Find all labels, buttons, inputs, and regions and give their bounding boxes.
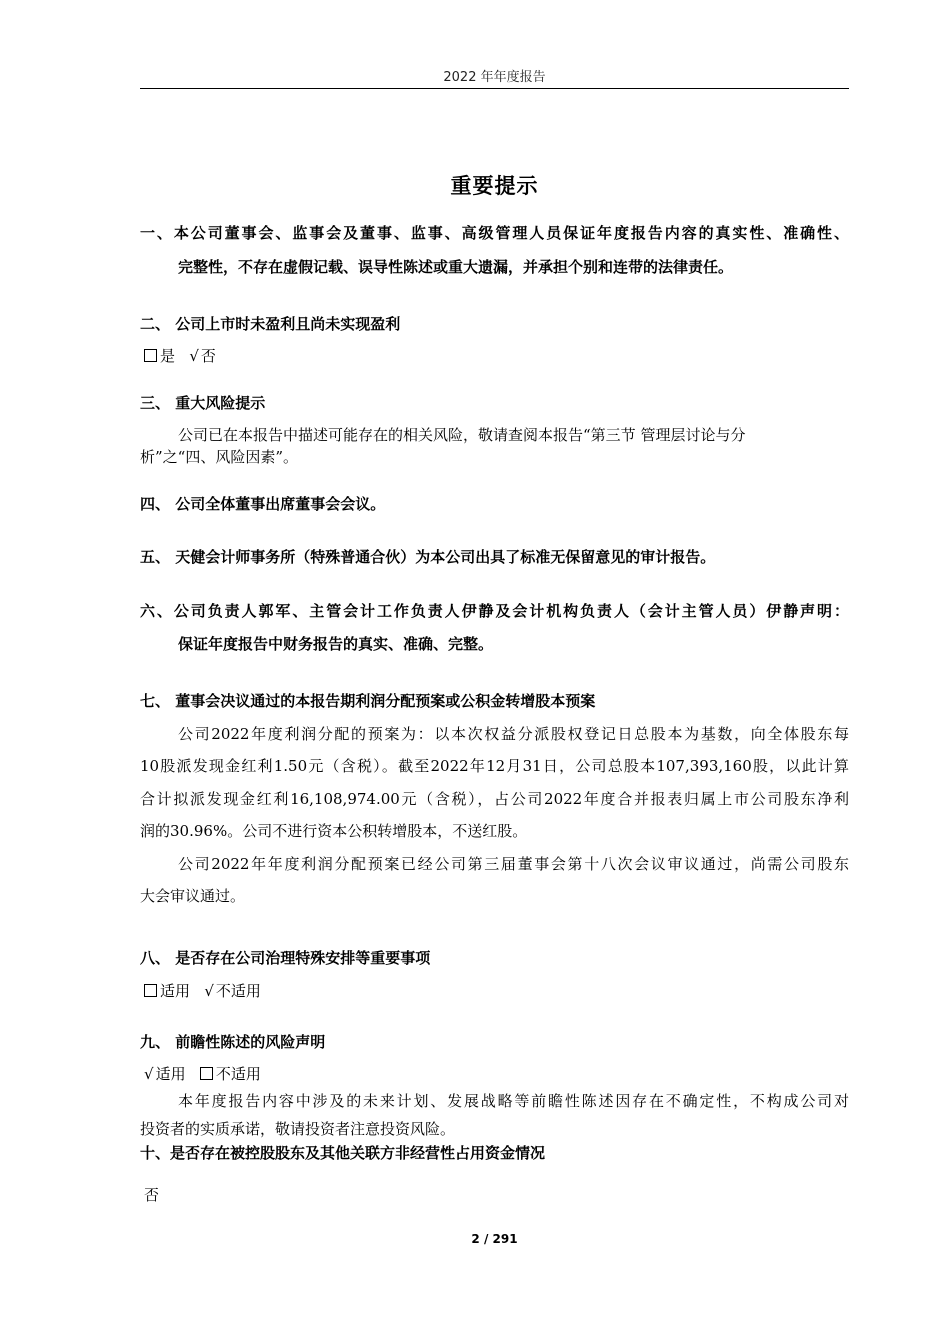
section-3-line-1: 公司已在本报告中描述可能存在的相关风险，敬请查阅本报告“第三节 管理层讨论与分 (178, 426, 746, 444)
section-10-answer: 否 (144, 1186, 160, 1204)
section-2-heading: 二、 公司上市时未盈利且尚未实现盈利 (140, 315, 401, 333)
section-8-options (144, 980, 261, 1001)
check-mark-icon: √ (144, 1065, 154, 1083)
page-number: 2 / 291 (471, 1232, 518, 1246)
running-header: 2022 年年度报告 (443, 70, 546, 85)
section-6-line-2: 保证年度报告中财务报告的真实、准确、完整。 (178, 635, 494, 653)
option-not-applicable-label: 不适用 (215, 982, 261, 1000)
section-10-heading: 十、是否存在被控股股东及其他关联方非经营性占用资金情况 (140, 1144, 546, 1162)
section-7-paragraph-1-line-1: 公司2022年度利润分配的预案为：以本次权益分派股权登记日总股本为基数，向全体股东每 (178, 725, 849, 743)
option-not-applicable-label: 不适用 (215, 1065, 261, 1083)
section-1-line-2: 完整性，不存在虚假记载、误导性陈述或重大遗漏，并承担个别和连带的法律责任。 (178, 258, 734, 276)
section-9-options (144, 1063, 261, 1084)
section-7-paragraph-1-line-2: 10股派发现金红利1.50元（含税）。截至2022年12月31日，公司总股本107,393,160股，以此计算 (140, 757, 849, 775)
checkbox-empty-icon (144, 984, 157, 997)
section-2-options (144, 345, 216, 366)
option-yes-label: 是 (160, 347, 176, 365)
page-title: 重要提示 (450, 174, 539, 198)
section-8-heading: 八、 是否存在公司治理特殊安排等重要事项 (140, 949, 431, 967)
section-9-line-2: 投资者的实质承诺，敬请投资者注意投资风险。 (140, 1120, 456, 1138)
option-no-label: 否 (200, 347, 216, 365)
section-3-line-2: 析”之“四、风险因素”。 (140, 448, 299, 466)
section-3-heading: 三、 重大风险提示 (140, 394, 266, 412)
checkbox-empty-icon (200, 1067, 213, 1080)
section-7-heading: 七、 董事会决议通过的本报告期利润分配预案或公积金转增股本预案 (140, 692, 596, 710)
section-1-line-1: 一、本公司董事会、监事会及董事、监事、高级管理人员保证年度报告内容的真实性、准确性、 (140, 224, 849, 242)
section-7-paragraph-1-line-4: 润的30.96%。公司不进行资本公积转增股本，不送红股。 (140, 822, 528, 840)
section-4-heading: 四、 公司全体董事出席董事会会议。 (140, 495, 386, 513)
option-applicable-label: 适用 (155, 1065, 186, 1083)
section-7-paragraph-2-line-2: 大会审议通过。 (140, 887, 246, 905)
section-6-line-1: 六、公司负责人郭军、主管会计工作负责人伊静及会计机构负责人（会计主管人员）伊静声明： (140, 602, 849, 620)
option-applicable-label: 适用 (160, 982, 191, 1000)
header-rule (140, 88, 849, 89)
check-mark-icon: √ (189, 347, 199, 365)
section-7-paragraph-1-line-3: 合计拟派发现金红利16,108,974.00元（含税），占公司2022年度合并报表归属上市公司股东净利 (140, 790, 849, 808)
checkbox-empty-icon (144, 349, 157, 362)
section-9-heading: 九、 前瞻性陈述的风险声明 (140, 1033, 326, 1051)
section-9-line-1: 本年度报告内容中涉及的未来计划、发展战略等前瞻性陈述因存在不确定性，不构成公司对 (178, 1092, 849, 1110)
section-7-paragraph-2-line-1: 公司2022年年度利润分配预案已经公司第三届董事会第十八次会议审议通过，尚需公司股东 (178, 855, 849, 873)
section-5-heading: 五、 天健会计师事务所（特殊普通合伙）为本公司出具了标准无保留意见的审计报告。 (140, 548, 716, 566)
check-mark-icon: √ (204, 982, 214, 1000)
